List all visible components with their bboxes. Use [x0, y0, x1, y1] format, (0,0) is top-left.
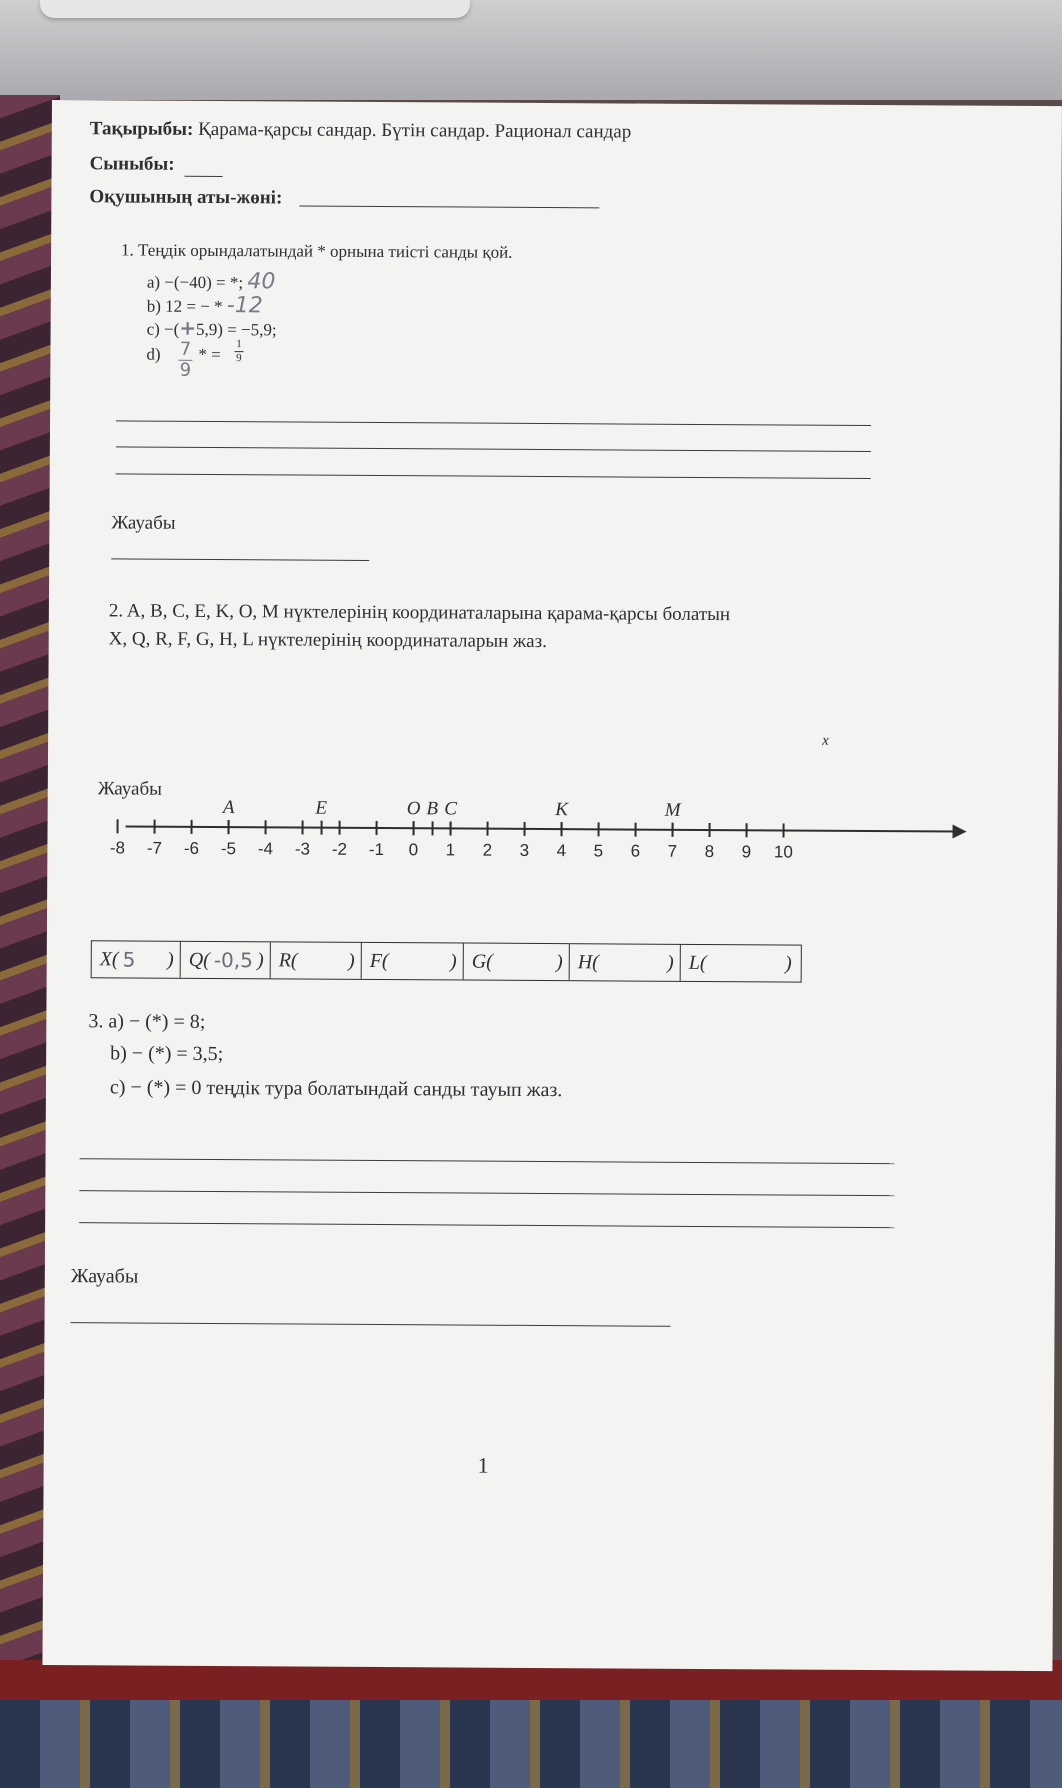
answer-cell[interactable]	[92, 941, 181, 978]
tick-label: -2	[331, 839, 348, 859]
worksheet-page	[42, 100, 1062, 1671]
point-label-A: A	[222, 797, 235, 819]
task2-line2: X, Q, R, F, G, H, L нүктелерінің координаталарын жаз.	[108, 628, 547, 653]
task3-line-1[interactable]	[80, 1158, 895, 1164]
tick-mark	[376, 821, 378, 835]
tick-mark	[783, 823, 785, 837]
answer-cell-close: )	[556, 950, 563, 973]
point-tick-E	[320, 821, 322, 835]
tick-label: -1	[368, 839, 385, 860]
point-tick-C	[450, 821, 452, 835]
answer-table	[91, 940, 802, 982]
tick-mark	[524, 822, 526, 836]
point-tick-A	[228, 820, 230, 834]
point-tick-M	[672, 823, 674, 837]
tick-label: 3	[519, 840, 530, 860]
tick-label: 6	[630, 841, 641, 861]
answer-cell-close: )	[785, 951, 792, 975]
tick-mark	[598, 822, 600, 836]
task1-answer-blank[interactable]	[111, 558, 369, 561]
topic-value: Қарама-қарсы сандар. Бүтін сандар. Рационал сандар	[198, 118, 632, 143]
tick-label: 5	[593, 841, 604, 861]
task3-a: 3. a) − (*) = 8;	[88, 1010, 206, 1033]
tick-mark	[635, 823, 637, 837]
task1-a: a) −(−40) = *; 40	[146, 269, 276, 295]
task3-b: b) − (*) = 3,5;	[110, 1042, 224, 1066]
task1-line-1[interactable]	[116, 420, 871, 426]
tick-mark	[339, 821, 341, 835]
point-label-B: B	[426, 798, 439, 820]
answer-cell-close: )	[450, 949, 457, 972]
answer-cell-close: )	[257, 948, 264, 971]
answer-cell[interactable]	[681, 945, 798, 982]
task1-c: c) −(+5,9) = −5,9;	[146, 315, 277, 340]
task1-title: 1. Теңдік орындалатындай * орнына тиісті санды қой.	[121, 240, 513, 262]
tick-mark	[487, 822, 489, 836]
handwritten-answer-b: -12	[226, 293, 263, 319]
topic-label: Тақырыбы:	[89, 118, 194, 140]
task1-line-2[interactable]	[116, 446, 871, 452]
tick-mark	[265, 820, 267, 834]
laptop-edge	[40, 0, 470, 18]
task3-line-3[interactable]	[79, 1222, 894, 1228]
answer-cell[interactable]	[271, 942, 362, 979]
point-label-M: M	[664, 799, 681, 821]
task1-answer-label: Жауабы	[111, 512, 176, 534]
tick-label: -5	[220, 839, 237, 859]
tick-mark	[709, 823, 711, 837]
task3-c: c) − (*) = 0 теңдік тура болатындай санды тауып жаз.	[109, 1076, 563, 1102]
task1-d: d)	[146, 344, 161, 364]
point-tick-B	[431, 821, 433, 835]
name-blank[interactable]	[299, 206, 599, 209]
tick-label: 10	[773, 842, 793, 862]
handwritten-answer-a: 40	[247, 269, 276, 295]
handwritten-answer-c: +	[179, 315, 197, 340]
tick-label: 8	[704, 842, 715, 862]
tick-mark	[302, 821, 304, 835]
answer-cell-name: Q(	[188, 948, 210, 971]
tick-mark	[746, 823, 748, 837]
axis-arrow-icon	[953, 825, 967, 839]
tick-label: -3	[294, 839, 311, 859]
tick-mark	[117, 819, 119, 833]
answer-cell-close: )	[348, 949, 355, 972]
tick-label: 7	[667, 841, 678, 861]
tick-label: -4	[257, 839, 274, 859]
task2-line1: 2. A, B, C, E, K, O, M нүктелерінің координаталарына қарама-қарсы болатын	[108, 600, 731, 626]
point-tick-O	[413, 821, 415, 835]
point-label-C: C	[444, 798, 458, 820]
tick-label: -7	[146, 838, 163, 858]
answer-cell-name: L(	[688, 951, 707, 974]
answer-cell-name: F(	[369, 949, 389, 972]
answer-cell[interactable]	[181, 942, 271, 979]
tick-label: 4	[556, 841, 567, 861]
tick-label: 0	[408, 840, 419, 860]
page-number: 1	[477, 1452, 489, 1478]
task2-answer-label: Жауабы	[97, 778, 162, 800]
answer-cell[interactable]	[362, 943, 464, 980]
task3-answer-blank[interactable]	[71, 1322, 671, 1327]
tick-mark	[191, 820, 193, 834]
axis-variable: x	[822, 732, 829, 749]
task3-line-2[interactable]	[79, 1190, 894, 1196]
tablecloth-bottom	[0, 1660, 1062, 1788]
task1-d-rest: * =	[198, 344, 221, 365]
task1-b: b) 12 = − * -12	[146, 293, 263, 319]
point-label-O: O	[406, 798, 421, 820]
class-label: Сыныбы:	[89, 153, 175, 175]
tick-label: 1	[445, 840, 456, 860]
answer-cell-name: X(	[99, 947, 119, 970]
tick-label: -6	[183, 838, 200, 858]
answer-cell-close: )	[667, 951, 674, 974]
handwritten-answer-d: 7 9	[179, 338, 192, 381]
answer-cell-value[interactable]: 5	[122, 947, 136, 972]
tick-label: -8	[109, 838, 126, 858]
point-label-K: K	[555, 799, 569, 821]
answer-cell-name: R(	[278, 948, 298, 972]
point-label-E: E	[315, 797, 328, 819]
answer-cell[interactable]	[464, 944, 570, 981]
class-blank[interactable]	[185, 176, 223, 177]
tick-label: 2	[482, 840, 493, 860]
point-tick-K	[561, 822, 563, 836]
answer-cell[interactable]	[570, 944, 681, 981]
answer-cell-name: G(	[471, 950, 493, 973]
answer-cell-close: )	[167, 948, 174, 971]
answer-cell-value[interactable]: -0,5	[213, 948, 253, 973]
number-line-axis	[126, 825, 956, 832]
task1-d-fraction: 1 9	[236, 338, 242, 365]
topic-line	[90, 118, 632, 143]
task1-line-3[interactable]	[116, 473, 871, 479]
answer-cell-name: H(	[577, 950, 599, 973]
name-label: Оқушының аты-жөні:	[89, 186, 283, 209]
tick-mark	[154, 820, 156, 834]
task3-answer-label: Жауабы	[70, 1265, 139, 1288]
tick-label: 9	[741, 842, 752, 862]
